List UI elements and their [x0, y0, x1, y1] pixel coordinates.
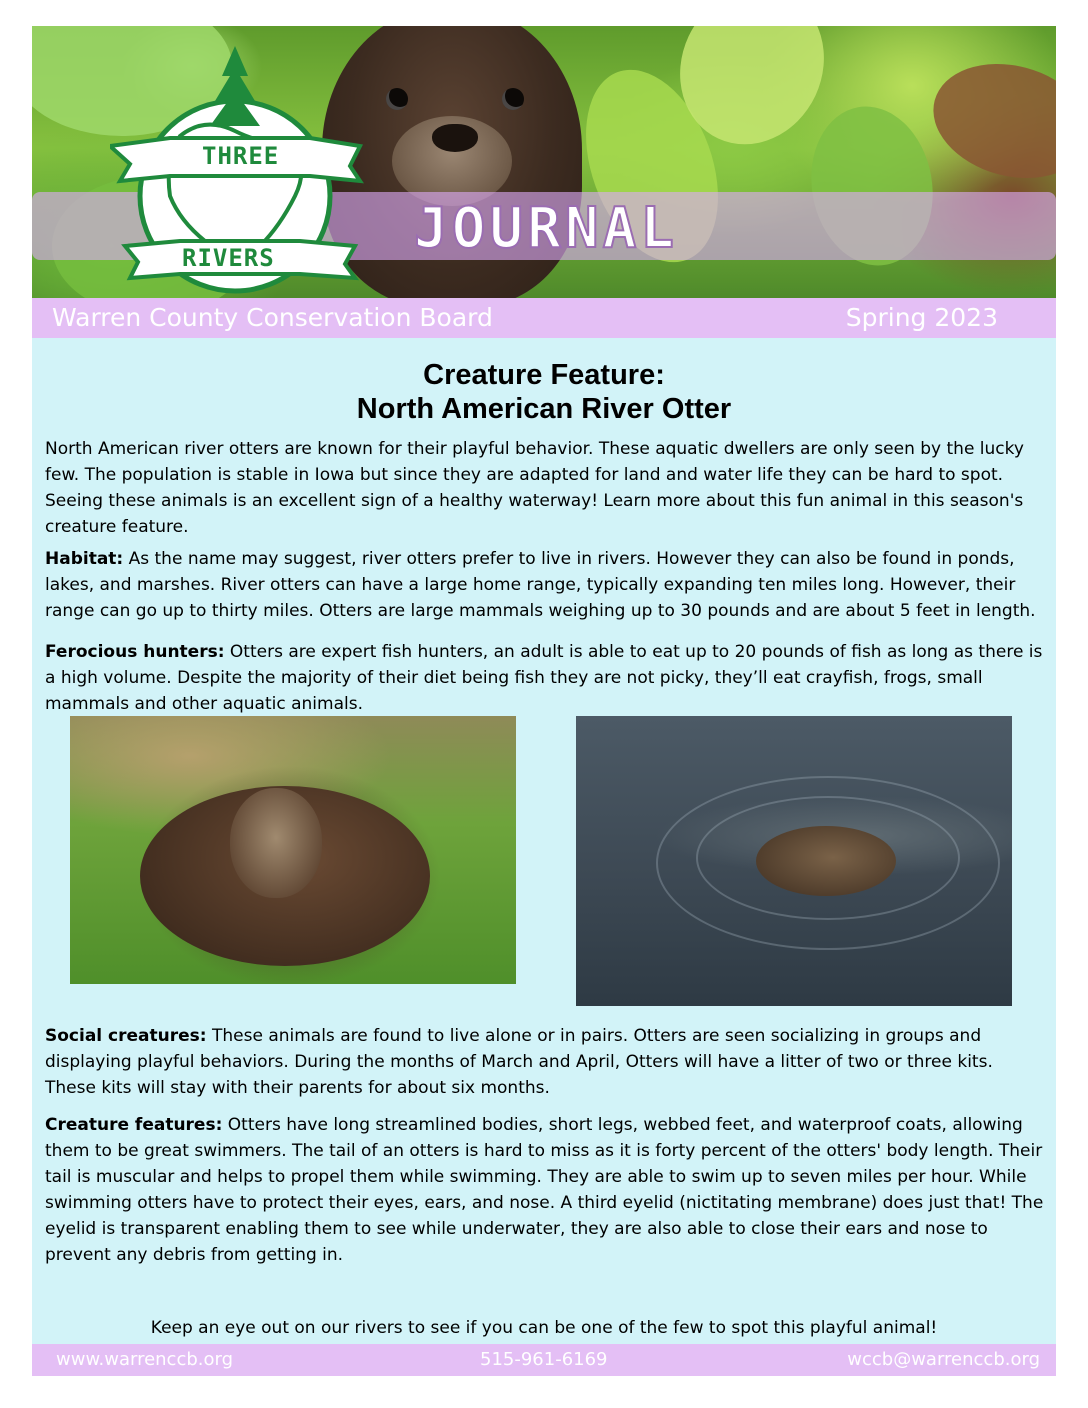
habitat-label: Habitat: — [45, 549, 124, 569]
otter-nose — [432, 124, 478, 152]
intro-paragraph: North American river otters are known for their playful behavior. These aquatic dwellers are only seen by the lucky few. The population is stable in Iowa but since they are adapted for land and water life they can be hard to spot. Seeing these animals is an excellent sign of a healthy waterway! Learn more about this fun animal in this season's creature feature. — [45, 439, 1024, 537]
otter-head — [230, 788, 322, 898]
website-link[interactable]: www.warrenccb.org — [56, 1349, 234, 1370]
closing-line: Keep an eye out on our rivers to see if you can be one of the few to spot this playful animal! — [150, 1318, 938, 1338]
social-paragraph — [45, 1023, 1047, 1101]
leaf-shape — [920, 47, 1056, 195]
article-title — [32, 358, 1056, 426]
social-text: These animals are found to live alone or in pairs. Otters are seen socializing in groups and displaying playful behaviors. During the months of March and April, Otters will have a litter of two or three kits. These kits will stay with their parents for about six months. — [45, 1026, 993, 1098]
habitat-paragraph — [45, 546, 1047, 624]
footer-bar — [32, 1344, 1056, 1376]
otter-head — [756, 826, 896, 896]
header-banner-photo — [32, 26, 1056, 298]
otter-on-grass-photo — [70, 716, 516, 984]
logo-text-three: THREE — [202, 142, 280, 170]
email-link[interactable]: wccb@warrenccb.org — [847, 1349, 1040, 1370]
habitat-text: As the name may suggest, river otters prefer to live in rivers. However they can also be found in ponds, lakes, and marshes. River otters can have a large home range, typically expanding ten miles long. However, their range can go up to thirty miles. Otters are large mammals weighing up to 30 pounds and are about 5 feet in length. — [45, 549, 1036, 621]
issue-date: Spring 2023 — [845, 303, 998, 332]
features-label: Creature features: — [45, 1115, 223, 1135]
organization-name: Warren County Conservation Board — [52, 303, 493, 332]
otter-swimming-photo — [576, 716, 1012, 1006]
phone-number: 515-961-6169 — [480, 1349, 608, 1370]
logo-text-rivers: RIVERS — [182, 244, 275, 272]
otter-eye — [386, 88, 408, 110]
journal-title: JOURNAL — [414, 196, 679, 261]
features-text: Otters have long streamlined bodies, short legs, webbed feet, and waterproof coats, allowing them to be great swimmers. The tail of an otters is hard to miss as it is forty percent of the otters' body length. Their tail is muscular and helps to propel them while swimming. They are able to swim up to seven miles per hour. While swimming otters have to protect their eyes, ears, and nose. A third eyelid (nictitating membrane) does just that! The eyelid is transparent enabling them to see while underwater, they are also able to close their ears and nose to prevent any debris from getting in. — [45, 1115, 1044, 1265]
title-line-1: Creature Feature: — [423, 359, 665, 391]
newsletter-page — [32, 26, 1056, 1376]
hunters-text: Otters are expert fish hunters, an adult is able to eat up to 20 pounds of fish as long as there is a high volume. Despite the majority of their diet being fish they are not picky, they’ll eat crayfish, frogs, small mammals and other aquatic animals. — [45, 642, 1043, 714]
hunters-label: Ferocious hunters: — [45, 642, 225, 662]
social-label: Social creatures: — [45, 1026, 207, 1046]
title-line-2: North American River Otter — [356, 393, 732, 425]
otter-eye — [502, 88, 524, 110]
hunters-paragraph — [45, 639, 1047, 717]
three-rivers-logo — [110, 46, 370, 296]
info-bar — [32, 298, 1056, 338]
features-paragraph — [45, 1112, 1047, 1268]
